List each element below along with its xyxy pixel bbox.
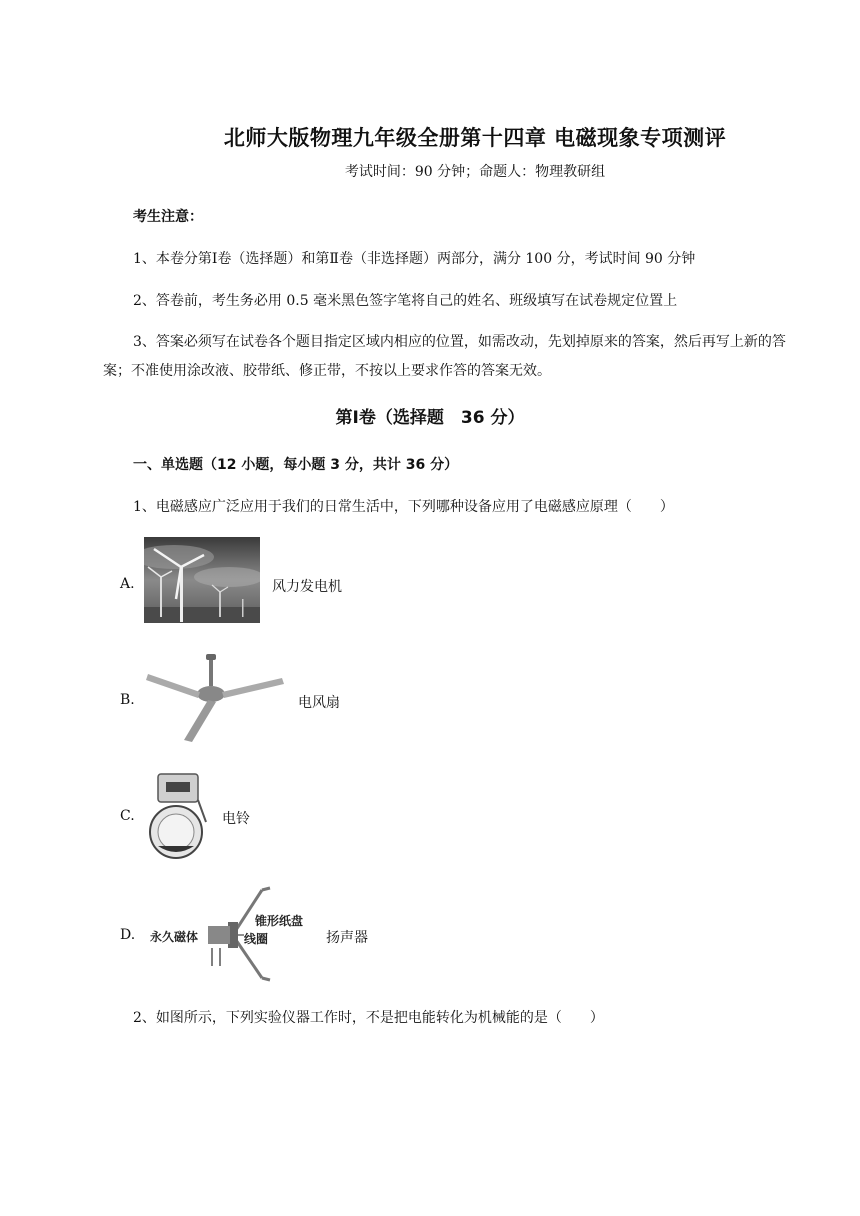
diagram-label-cone: 锥形纸盘: [255, 914, 304, 928]
wind-turbine-icon: [144, 537, 260, 623]
loudspeaker-diagram-icon: [144, 886, 316, 982]
option-b-letter: B.: [120, 692, 135, 708]
option-d-letter: D.: [120, 927, 136, 943]
option-d-text: 扬声器: [326, 930, 368, 946]
diagram-label-coil: 线圈: [244, 932, 269, 946]
notice-item-2: 2、答卷前，考生务必用 0.5 毫米黑色签字笔将自己的姓名、班级填写在试卷规定位置上: [133, 293, 678, 309]
exam-info: 考试时间：90 分钟；命题人：物理教研组: [344, 164, 606, 180]
ceiling-fan-icon: [144, 652, 286, 744]
question-1-stem: 1、电磁感应广泛应用于我们的日常生活中，下列哪种设备应用了电磁感应原理（ ）: [133, 499, 674, 515]
notice-heading: 考生注意：: [133, 209, 203, 225]
page-title: 北师大版物理九年级全册第十四章 电磁现象专项测评: [223, 126, 727, 150]
notice-item-3: 3、答案必须写在试卷各个题目指定区域内相应的位置，如需改动，先划掉原来的答案，然后再写上新的答案；不准使用涂改液、胶带纸、修正带，不按以上要求作答的答案无效。: [103, 334, 786, 379]
electric-bell-icon: [144, 770, 210, 860]
notice-item-1: 1、本卷分第Ⅰ卷（选择题）和第Ⅱ卷（非选择题）两部分，满分 100 分，考试时间 90 分钟: [133, 251, 696, 267]
option-b-text: 电风扇: [298, 695, 340, 711]
option-c-text: 电铃: [222, 811, 250, 827]
part-heading: 一、单选题（12 小题，每小题 3 分，共计 36 分）: [133, 457, 459, 473]
option-c-letter: C.: [120, 808, 135, 824]
diagram-label-magnet: 永久磁体: [150, 930, 199, 944]
question-2-stem: 2、如图所示，下列实验仪器工作时，不是把电能转化为机械能的是（ ）: [133, 1010, 604, 1026]
section-title: 第Ⅰ卷（选择题 36 分）: [335, 408, 525, 428]
option-a-text: 风力发电机: [272, 579, 342, 595]
option-a-letter: A.: [120, 576, 135, 592]
